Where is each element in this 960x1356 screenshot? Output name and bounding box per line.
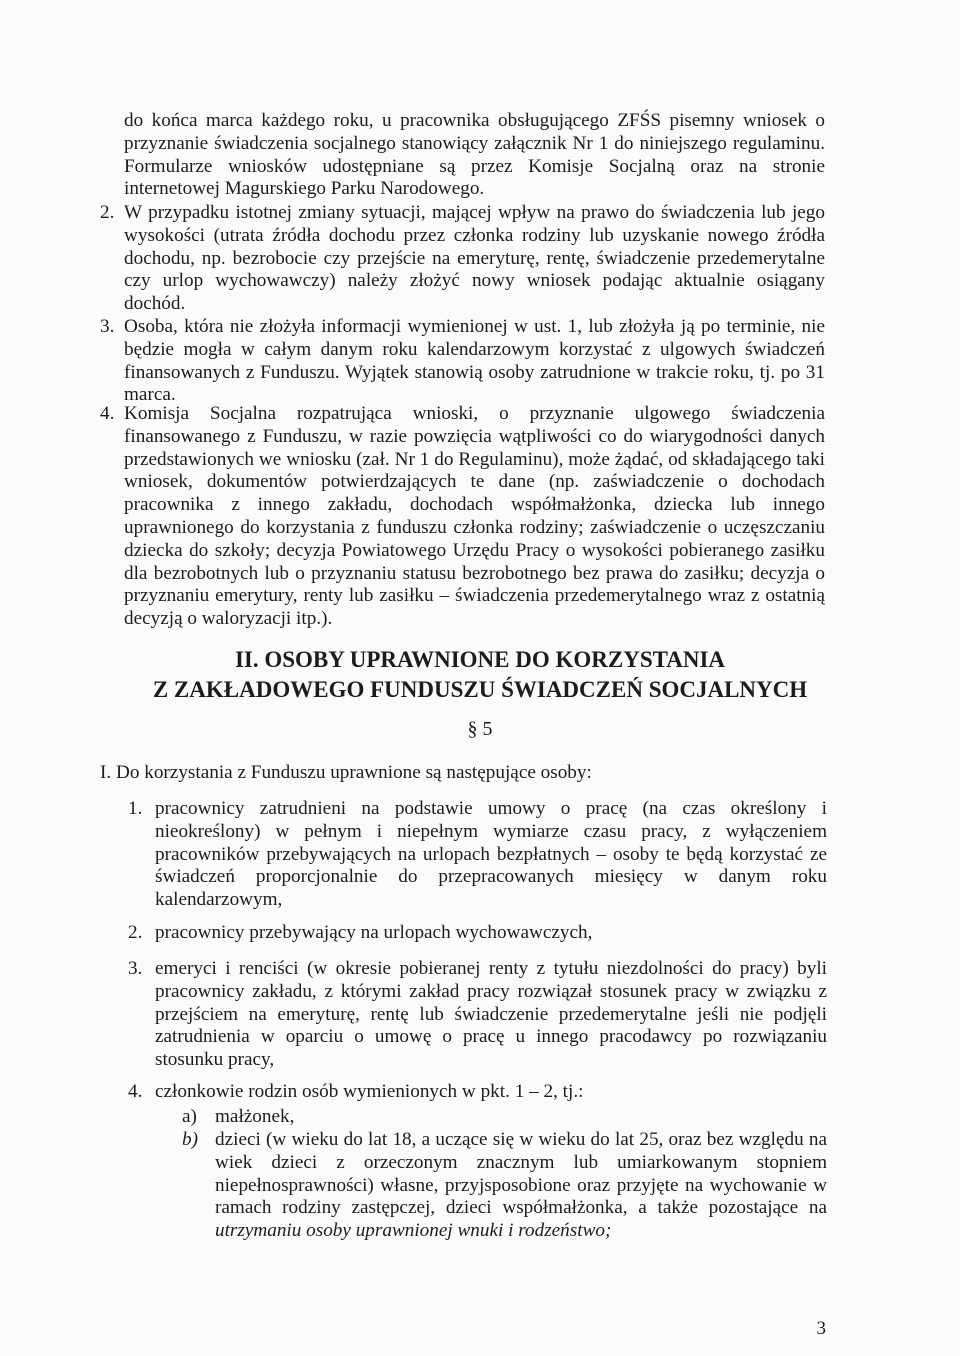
- subitem-text-italic: utrzymaniu osoby uprawnionej wnuki i rodzeństwo;: [215, 1220, 612, 1242]
- list-item-paragraph: pracownicy przebywający na urlopach wychowawczych,: [155, 922, 593, 943]
- item-number: 4.: [128, 1081, 143, 1102]
- list-item-paragraph: pracownicy zatrudnieni na podstawie umowy o pracę (na czas określony i nieokreślony) w pełnym i niepełnym wymiarze czasu pracy, z wyłączeniem pracowników przebywających na urlopach bezpłatnych – osoby te będą korzystać ze świadczeń proporcjonalnie do przepracowanych miesięcy w danym roku kalendarzowym,: [155, 798, 827, 911]
- item-number: 2.: [100, 202, 115, 223]
- section-heading-line-2: Z ZAKŁADOWEGO FUNDUSZU ŚWIADCZEŃ SOCJALNYCH: [152, 677, 808, 702]
- item-number: 4.: [100, 403, 115, 424]
- item-number: 3.: [128, 958, 143, 979]
- intro-paragraph: do końca marca każdego roku, u pracownika obsługującego ZFŚS pisemny wniosek o przyznanie świadczenia socjalnego stanowiący załącznik Nr 1 do niniejszego regulaminu. Formularze wniosków udostępniane są przez Komisje Socjalną oraz na stronie internetowej Magurskiego Parku Narodowego.: [124, 110, 825, 200]
- item-number: 2.: [128, 922, 143, 943]
- subitem-paragraph: małżonek,: [215, 1106, 295, 1127]
- item-number: 1.: [128, 798, 143, 819]
- list-item-paragraph: Komisja Socjalna rozpatrująca wnioski, o przyznanie ulgowego świadczenia finansowanego z Funduszu, w razie powzięcia wątpliwości co do wiarygodności danych przedstawionych we wniosku (zał. Nr 1 do Regulaminu), może żądać, od składającego taki wniosek, dokumentów potwierdzających te dane (np. zaświadczenie o dochodach pracownika z innego zakładu, dochodach współmałżonka, dziecka lub innego uprawnionego do korzystania z funduszu członka rodziny; zaświadczenie o uczęszczaniu dziecka do szkoły; decyzja Powiatowego Urzędu Pracy o wysokości pobieranego zasiłku dla bezrobotnych lub o przyznaniu statusu bezrobotnego bez prawa do zasiłku; decyzja o przyznaniu emerytury, renty lub zasiłku – świadczenia przedemerytalnego wraz z ostatnią decyzją o waloryzacji itp.).: [124, 403, 825, 630]
- list-item-paragraph: Osoba, która nie złożyła informacji wymienionej w ust. 1, lub złożyła ją po terminie, nie będzie mogła w całym danym roku kalendarzowym korzystać z ulgowych świadczeń finansowanych z Funduszu. Wyjątek stanowią osoby zatrudnione w trakcie roku, tj. po 31 marca.: [124, 316, 825, 406]
- list-item-paragraph: W przypadku istotnej zmiany sytuacji, mającej wpływ na prawo do świadczenia lub jego wysokości (utrata źródła dochodu przez członka rodziny lub uzyskanie nowego źródła dochodu, np. bezrobocie czy przejście na emeryturę, rentę, świadczenie przedemerytalne czy urlop wychowawczy) należy złożyć nowy wniosek podając aktualnie osiągany dochód.: [124, 202, 825, 315]
- list-item-paragraph: członkowie rodzin osób wymienionych w pkt. 1 – 2, tj.:: [155, 1081, 584, 1102]
- subitem-text: dzieci (w wieku do lat 18, a uczące się w wieku do lat 25, oraz bez względu na wiek dzieci z orzeczonym znacznym lub umiarkowanym stopniem niepełnosprawności) własne, przyjsposobione oraz przyjęte na wychowanie w ramach rodziny zastępczej, dzieci współmałżonka, a także pozostające na: [215, 1129, 827, 1219]
- paragraph-sign: § 5: [467, 718, 493, 740]
- subitem-letter: b): [182, 1129, 198, 1150]
- section-intro: I. Do korzystania z Funduszu uprawnione są następujące osoby:: [100, 762, 592, 783]
- subitem-letter: a): [182, 1106, 197, 1127]
- list-item-paragraph: emeryci i renciści (w okresie pobieranej renty z tytułu niezdolności do pracy) byli pracownicy zakładu, z którymi zakład pracy rozwiązał stosunek pracy w związku z przejściem na emeryturę, rentę lub świadczenie przedemerytalne jeśli nie podjęli zatrudnienia w oparciu o umowę o pracę u innego pracodawcy po rozwiązaniu stosunku pracy,: [155, 958, 827, 1071]
- subitem-paragraph: [215, 1129, 827, 1243]
- section-heading-line-1: II. OSOBY UPRAWNIONE DO KORZYSTANIA: [234, 647, 726, 672]
- page-number: 3: [816, 1318, 826, 1339]
- item-number: 3.: [100, 316, 115, 337]
